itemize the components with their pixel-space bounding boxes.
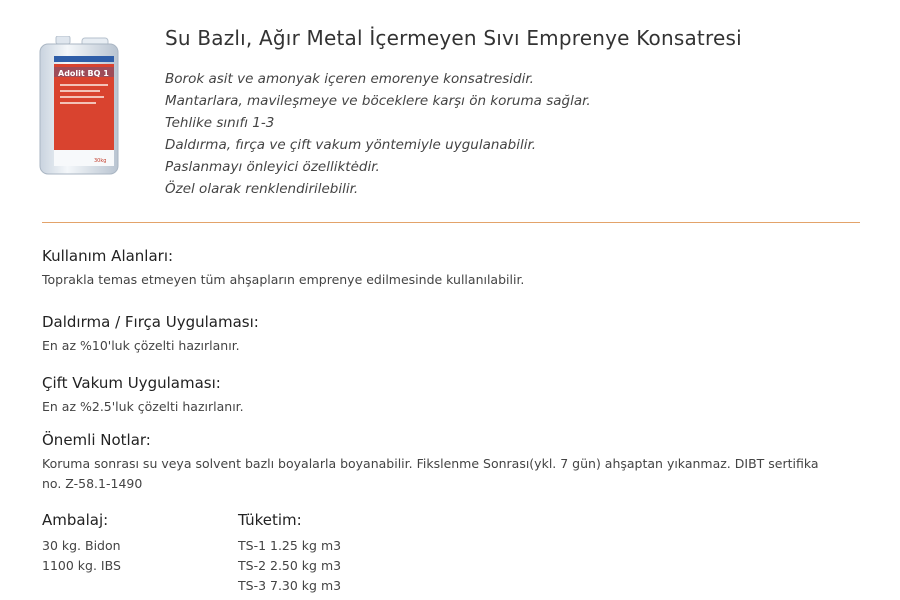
dip-section	[42, 312, 259, 356]
consumption-item: TS-2 2.50 kg m3	[238, 558, 342, 573]
consumption-heading: Tüketim:	[238, 511, 302, 529]
feature-item: Özel olarak renklendirilebilir.	[165, 181, 359, 197]
canister-weight-text: 30kg	[94, 158, 107, 164]
notes-text: Koruma sonrası su veya solvent bazlı boyalarla boyanabilir. Fikslenme Sonrası(ykl. 7 gün) ahşaptan yıkanmaz. DIBT sertifika no. Z-58.1-1490	[42, 456, 819, 491]
feature-item: Daldırma, fırça ve çift vakum yöntemiyle uygulanabilir.	[165, 137, 537, 153]
packaging-item: 30 kg. Bidon	[42, 538, 121, 553]
section-divider	[42, 222, 860, 223]
vacuum-section	[42, 373, 244, 417]
feature-item: Tehlike sınıfı 1-3	[165, 115, 275, 131]
packaging-item: 1100 kg. IBS	[42, 558, 121, 573]
feature-item: Borok asit ve amonyak içeren emorenye konsatresidir.	[165, 71, 534, 87]
notes-heading: Önemli Notlar:	[42, 431, 151, 449]
product-title: Su Bazlı, Ağır Metal İçermeyen Sıvı Emprenye Konsatresi	[165, 26, 742, 50]
notes-section	[42, 430, 832, 494]
usage-section	[42, 246, 524, 290]
feature-item: Paslanmayı önleyici özelliktėdir.	[165, 159, 380, 175]
vacuum-text: En az %2.5'luk çözelti hazırlanır.	[42, 399, 244, 414]
packaging-column	[42, 510, 121, 576]
canister-label-text: Adolit BQ 1	[58, 69, 109, 78]
dip-text: En az %10'luk çözelti hazırlanır.	[42, 338, 240, 353]
product-canister-image	[38, 36, 120, 176]
feature-list	[165, 68, 591, 200]
consumption-column	[238, 510, 341, 596]
usage-text: Toprakla temas etmeyen tüm ahşapların emprenye edilmesinde kullanılabilir.	[42, 272, 525, 287]
consumption-item: TS-1 1.25 kg m3	[238, 538, 342, 553]
usage-heading: Kullanım Alanları:	[42, 247, 174, 265]
packaging-heading: Ambalaj:	[42, 511, 109, 529]
feature-item: Mantarlara, mavileşmeye ve böceklere karşı ön koruma sağlar.	[165, 93, 591, 109]
vacuum-heading: Çift Vakum Uygulaması:	[42, 374, 221, 392]
consumption-item: TS-3 7.30 kg m3	[238, 578, 342, 593]
dip-heading: Daldırma / Fırça Uygulaması:	[42, 313, 259, 331]
